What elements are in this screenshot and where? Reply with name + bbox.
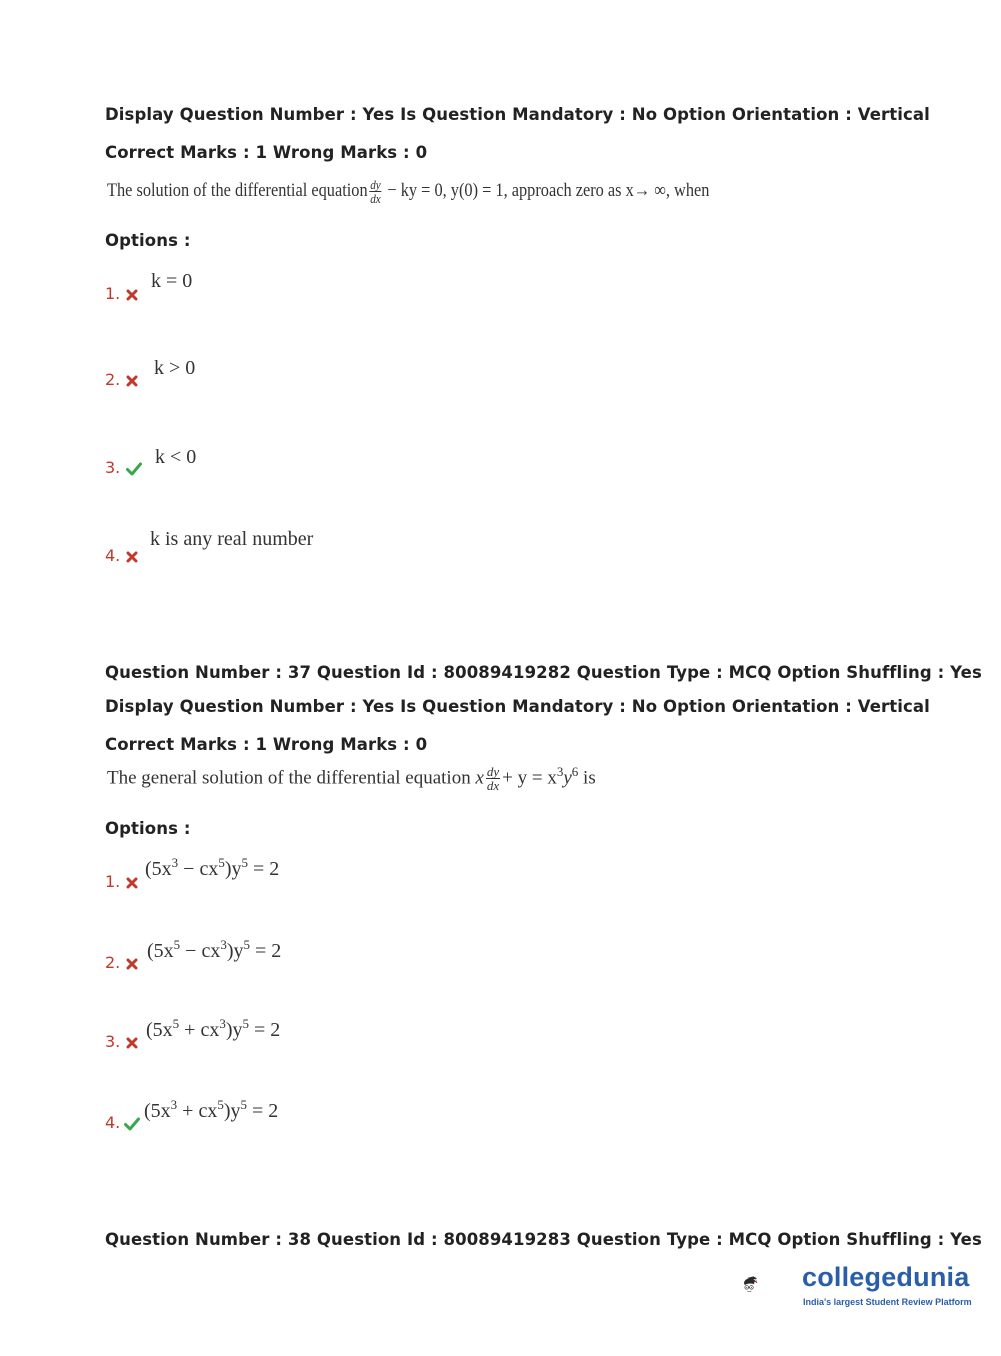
q36-option-4-marker: 4. <box>105 546 138 565</box>
q36-text-b: − ky = 0, y(0) = 1, approach zero as x→ ∞, when <box>383 179 710 201</box>
q36-option-2-text: k > 0 <box>154 357 196 379</box>
cross-icon <box>126 958 138 970</box>
q37-option-2-text: $(5x^5 - cx^3)y^5 = 2$ <box>147 937 282 962</box>
q36-fraction: $\frac{dy}{dx}$ <box>370 177 381 206</box>
cross-icon <box>126 375 138 387</box>
q37-question-text: The general solution of the differential equation x $\frac{dy}{dx}$ + $y = x^3y^6$ is <box>107 764 596 794</box>
q36-option-3-text: k < 0 <box>155 446 197 468</box>
q36-options-label: Options : <box>105 231 191 250</box>
q37-display-meta: Display Question Number : Yes Is Question Mandatory : No Option Orientation : Vertical <box>105 697 930 716</box>
q36-option-2-marker: 2. <box>105 370 138 389</box>
collegedunia-logo-name: collegedunia <box>802 1262 970 1292</box>
q36-marks-meta: Correct Marks : 1 Wrong Marks : 0 <box>105 143 428 162</box>
cross-icon <box>126 551 138 563</box>
q37-marks-meta: Correct Marks : 1 Wrong Marks : 0 <box>105 735 428 754</box>
q37-options-label: Options : <box>105 819 191 838</box>
q36-text-a: The solution of the differential equation <box>107 179 368 201</box>
check-icon <box>124 1117 140 1131</box>
q36-option-4-text: k is any real number <box>150 528 314 550</box>
q37-option-1-marker: 1. <box>105 872 138 891</box>
q37-option-3-text: $(5x^5 + cx^3)y^5 = 2$ <box>146 1016 281 1041</box>
q37-header-meta: Question Number : 37 Question Id : 80089419282 Question Type : MCQ Option Shuffling : Yes <box>105 663 982 682</box>
q37-option-3-marker: 3. <box>105 1032 138 1051</box>
q37-fraction: $\frac{dy}{dx}$ <box>486 764 500 794</box>
collegedunia-logo-tagline: India's largest Student Review Platform <box>803 1297 972 1307</box>
q37-option-1-text: $(5x^3 - cx^5)y^5 = 2$ <box>145 855 280 880</box>
q36-option-1-marker: 1. <box>105 284 138 303</box>
cross-icon <box>126 877 138 889</box>
q36-option-1-text: k = 0 <box>151 270 193 292</box>
q36-option-3-marker: 3. <box>105 458 142 477</box>
q37-option-4-marker: 4. <box>105 1113 140 1132</box>
cross-icon <box>126 289 138 301</box>
q38-header-meta: Question Number : 38 Question Id : 80089419283 Question Type : MCQ Option Shuffling : Yes <box>105 1230 982 1249</box>
q36-display-meta: Display Question Number : Yes Is Question Mandatory : No Option Orientation : Vertical <box>105 105 930 124</box>
q37-option-4-text: $(5x^3 + cx^5)y^5 = 2$ <box>144 1097 279 1122</box>
collegedunia-mascot-icon <box>742 1252 802 1318</box>
q37-option-2-marker: 2. <box>105 953 138 972</box>
q37-text-a: The general solution of the differential equation <box>107 767 476 789</box>
check-icon <box>126 462 142 476</box>
cross-icon <box>126 1037 138 1049</box>
q36-question-text <box>107 178 709 205</box>
